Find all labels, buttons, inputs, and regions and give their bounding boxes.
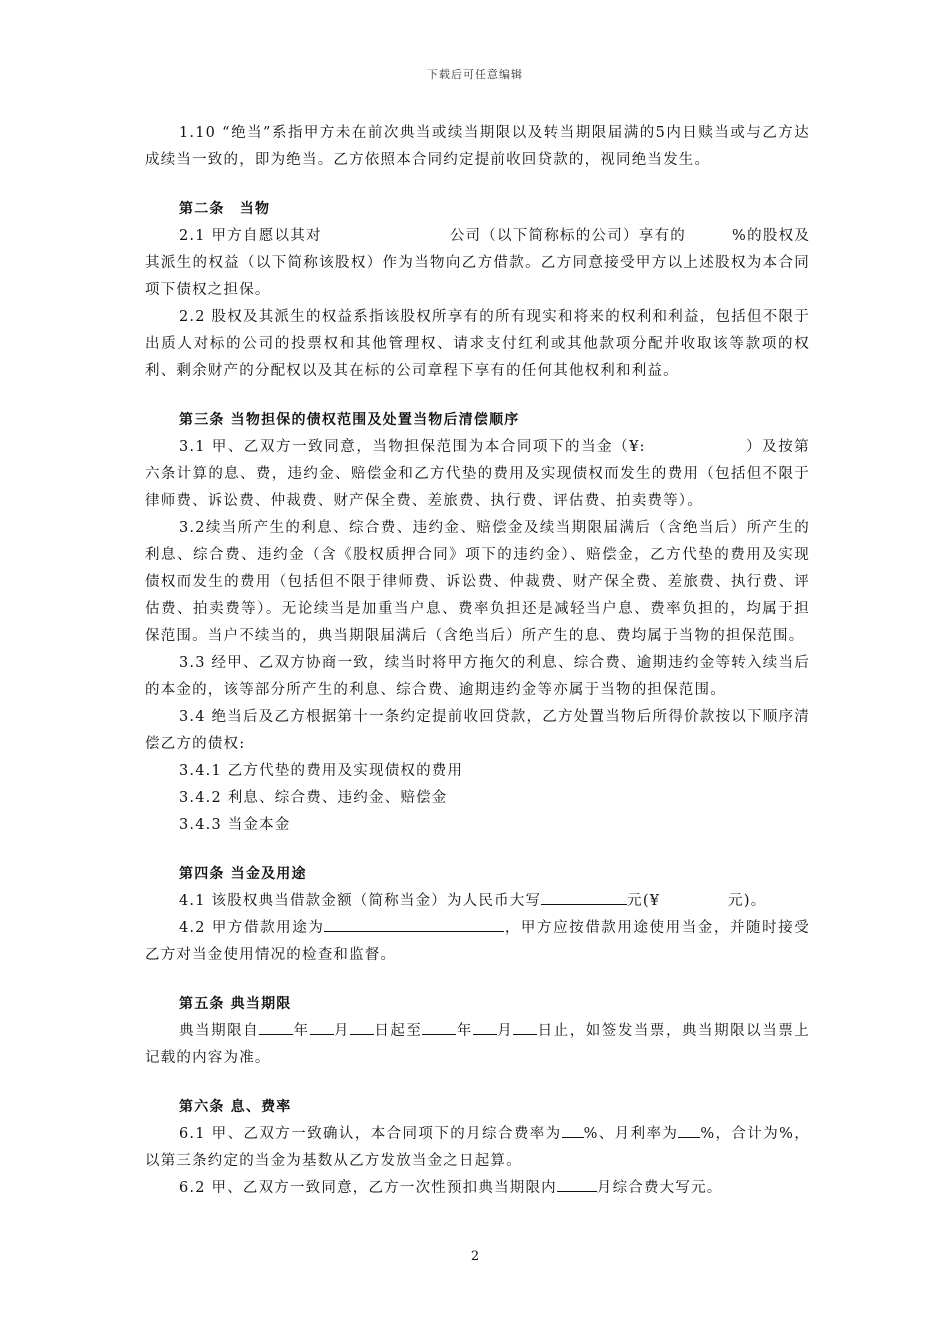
start-year-label: 年 — [293, 1023, 310, 1039]
clause-4-2 — [145, 915, 810, 969]
clause-6-1-part-a: 6.1 甲、乙双方一致确认，本合同项下的月综合费率为 — [179, 1126, 562, 1142]
clause-3-4-2: 3.4.2 利息、综合费、违约金、赔偿金 — [179, 790, 448, 806]
clause-2-1-part-a: 2.1 甲方自愿以其对 — [179, 228, 322, 244]
clause-4-1 — [145, 888, 810, 915]
clause-2-2: 2.2 股权及其派生的权益系指该股权所享有的所有现实和将来的权利和利益，包括但不限于出质人对标的公司的投票权和其他管理权、请求支付红利或其他款项分配并收取该等款项的权利、剩余财产的分配权以及其在标的公司章程下享有的任何其他权利和利益。 — [145, 309, 810, 379]
blank-end-year — [422, 1019, 456, 1035]
clause-6-2-part-a: 6.2 甲、乙双方一致同意，乙方一次性预扣典当期限内 — [179, 1180, 557, 1196]
end-year-label: 年 — [456, 1023, 473, 1039]
blank-amount-words — [541, 889, 627, 905]
clause-6-2 — [145, 1175, 810, 1202]
page-number: 2 — [470, 1249, 480, 1264]
clause-4-2-part-b: ，甲方应按借款用途使用当金，并随时接受乙方对当金使用情况的检查和监督。 — [145, 920, 810, 963]
clause-6-1 — [145, 1121, 810, 1175]
article-3-heading: 第三条 当物担保的债权范围及处置当物后清偿顺序 — [179, 412, 520, 428]
clause-6-1-part-c: %，合计为%，以第三条约定的当金为基数从乙方发放当金之日起算。 — [145, 1126, 810, 1169]
clause-3-1-part-b: ）及按第六条计算的息、费，违约金、赔偿金和乙方代垫的费用及实现债权而发生的费用（包括但不限于律师费、诉讼费、仲裁费、财产保全费、差旅费、执行费、评估费、拍卖费等）。 — [145, 439, 810, 509]
term-from-label: 典当期限自 — [179, 1023, 260, 1039]
clause-5 — [145, 1018, 810, 1072]
clause-3-2: 3.2续当所产生的利息、综合费、违约金、赔偿金及续当期限届满后（含绝当后）所产生的利息、综合费、违约金（含《股权质押合同》项下的违约金）、赔偿金，乙方代垫的费用及实现债权而发生的费用（包括但不限于律师费、诉讼费、仲裁费、财产保全费、差旅费、执行费、评估费、拍卖费等）。无论续当是加重当户息、费率负担还是减轻当户息、费率负担的，均属于担保范围。当户不续当的，典当期限届满后（含绝当后）所产生的息、费均属于当物的担保范围。 — [145, 520, 810, 644]
clause-3-1-part-a: 3.1 甲、乙双方一致同意，当物担保范围为本合同项下的当金（¥: — [179, 439, 646, 455]
clause-2-1-part-c: %的股权及其派生的权益（以下简称该股权）作为当物向乙方借款。乙方同意接受甲方以上述股权为本合同项下债权之担保。 — [145, 228, 811, 298]
clause-4-2-part-a: 4.2 甲方借款用途为 — [179, 920, 325, 936]
page-header: 下载后可任意编辑 — [427, 68, 523, 81]
blank-end-month — [473, 1019, 497, 1035]
clause-3-4-3: 3.4.3 当金本金 — [179, 817, 291, 833]
blank-end-day — [513, 1019, 537, 1035]
clause-6-2-part-b: 月综合费大写元。 — [596, 1180, 723, 1196]
article-2-heading: 第二条 当物 — [179, 201, 271, 217]
clause-6-1-part-b: %、月利率为 — [583, 1126, 679, 1142]
end-month-label: 月 — [496, 1023, 514, 1039]
article-5-heading: 第五条 典当期限 — [179, 996, 292, 1012]
blank-start-day — [350, 1019, 374, 1035]
clause-4-1-part-b: 元(¥ — [627, 893, 661, 909]
clause-3-3: 3.3 经甲、乙双方协商一致，续当时将甲方拖欠的利息、综合费、逾期违约金等转入续当后的本金的，该等部分所产生的利息、综合费、逾期违约金等亦属于当物的担保范围。 — [145, 655, 810, 698]
blank-loan-purpose — [324, 916, 504, 932]
article-6-heading: 第六条 息、费率 — [179, 1099, 292, 1115]
clause-3-1 — [145, 434, 810, 515]
clause-2-1-part-b: 公司（以下简称标的公司）享有的 — [449, 228, 687, 244]
blank-start-year — [259, 1019, 293, 1035]
clause-3-4: 3.4 绝当后及乙方根据第十一条约定提前收回贷款，乙方处置当物后所得价款按以下顺序清偿乙方的债权: — [145, 709, 810, 752]
blank-interest-rate — [678, 1122, 700, 1138]
blank-fee-rate — [562, 1122, 584, 1138]
clause-1-10: 1.10 “绝当”系指甲方未在前次典当或续当期限以及转当期限届满的5内日赎当或与乙方达成续当一致的，即为绝当。乙方依照本合同约定提前收回贷款的，视同绝当发生。 — [145, 125, 810, 168]
document-body — [145, 120, 810, 1202]
clause-4-1-part-c: 元)。 — [728, 893, 767, 909]
clause-2-1 — [145, 223, 810, 304]
start-day-label: 日起至 — [374, 1023, 423, 1039]
blank-months — [557, 1176, 597, 1192]
clause-4-1-part-a: 4.1 该股权典当借款金额（简称当金）为人民币大写 — [179, 893, 542, 909]
start-month-label: 月 — [333, 1023, 350, 1039]
end-day-label: 日止，如签发当票，典当期限以当票上记载的内容为准。 — [145, 1023, 811, 1066]
clause-3-4-1: 3.4.1 乙方代垫的费用及实现债权的费用 — [179, 763, 464, 779]
article-4-heading: 第四条 当金及用途 — [179, 866, 307, 882]
blank-start-month — [310, 1019, 334, 1035]
